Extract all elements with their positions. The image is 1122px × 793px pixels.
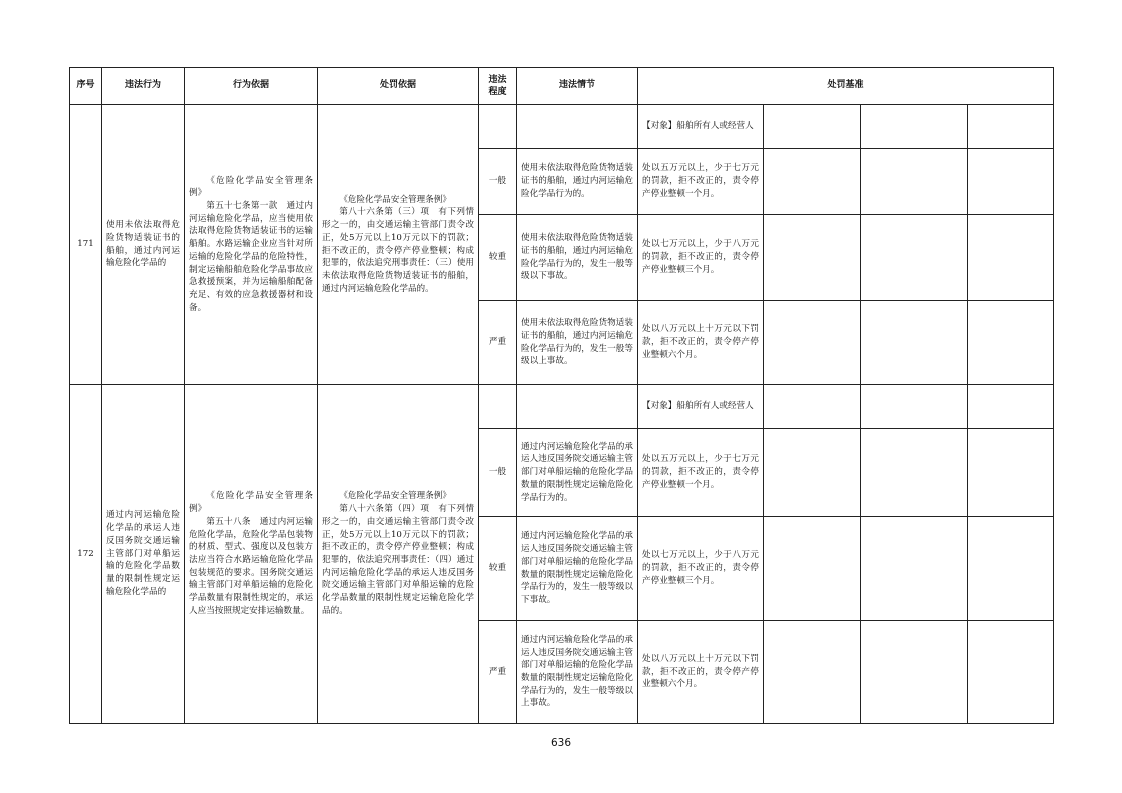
standard-text: 处以五万元以上，少于七万元的罚款，拒不改正的，责令停产停业整顿一个月。 <box>638 429 764 517</box>
empty-cell <box>861 301 968 385</box>
empty-cell <box>968 621 1054 724</box>
empty-cell <box>861 149 968 215</box>
table-row <box>70 105 1054 149</box>
penalty-title: 《危险化学品安全管理条例》 <box>339 491 451 502</box>
degree-label: 严重 <box>479 621 517 724</box>
header-act: 违法行为 <box>102 68 185 105</box>
empty-cell <box>861 429 968 517</box>
standard-text: 处以七万元以上，少于八万元的罚款，拒不改正的，责令停产停业整顿三个月。 <box>638 517 764 621</box>
circumstance-empty <box>517 105 638 149</box>
empty-cell <box>764 105 861 149</box>
degree-empty <box>479 105 517 149</box>
empty-cell <box>861 621 968 724</box>
empty-cell <box>764 429 861 517</box>
penalty-body: 第八十六条第（四）项 有下列情形之一的，由交通运输主管部门责令改正，处5万元以上10万元以下的罚款；拒不改正的，责令停产停业整顿；构成犯罪的，依法追究刑事责任：（四）通过内河运输危险化学品的承运人违反国务院交通运输主管部门对单船运输的危险化学品数量的限制性规定运输危险化学品的。 <box>322 504 474 616</box>
circumstance-text: 通过内河运输危险化学品的承运人违反国务院交通运输主管部门对单船运输的危险化学品数量的限制性规定运输危险化学品行为的。 <box>517 429 638 517</box>
degree-label: 较重 <box>479 215 517 301</box>
empty-cell <box>861 517 968 621</box>
empty-cell <box>764 215 861 301</box>
degree-label: 较重 <box>479 517 517 621</box>
empty-cell <box>764 621 861 724</box>
degree-label: 一般 <box>479 429 517 517</box>
penalty-title: 《危险化学品安全管理条例》 <box>339 194 451 205</box>
empty-cell <box>764 385 861 429</box>
empty-cell <box>968 105 1054 149</box>
violation-act: 通过内河运输危险化学品的承运人违反国务院交通运输主管部门对单船运输的危险化学品数量的限制性规定运输危险化学品的 <box>102 385 185 724</box>
degree-label: 一般 <box>479 149 517 215</box>
row-number: 171 <box>70 105 102 385</box>
header-no: 序号 <box>70 68 102 105</box>
penalty-basis <box>318 105 479 385</box>
basis-body: 第五十七条第一款 通过内河运输危险化学品，应当使用依法取得危险货物适装证书的运输船舶。水路运输企业应当针对所运输的危险化学品的危险特性，制定运输船舶危险化学品事故应急救援预案，并为运输船舶配备充足、有效的应急救援器材和设备。 <box>189 200 313 313</box>
penalty-object: 【对象】船舶所有人或经营人 <box>638 385 764 429</box>
empty-cell <box>764 517 861 621</box>
circumstance-text: 通过内河运输危险化学品的承运人违反国务院交通运输主管部门对单船运输的危险化学品数量的限制性规定运输危险化学品行为的，发生一般等级以上事故。 <box>517 621 638 724</box>
penalty-body: 第八十六条第（三）项 有下列情形之一的，由交通运输主管部门责令改正，处5万元以上10万元以下的罚款；拒不改正的，责令停产停业整顿；构成犯罪的，依法追究刑事责任：（三）使用未依法取得危险货物适装证书的船舶，通过内河运输危险化学品的。 <box>322 207 474 294</box>
penalty-object: 【对象】船舶所有人或经营人 <box>638 105 764 149</box>
empty-cell <box>968 301 1054 385</box>
empty-cell <box>968 385 1054 429</box>
row-number: 172 <box>70 385 102 724</box>
circumstance-text: 通过内河运输危险化学品的承运人违反国务院交通运输主管部门对单船运输的危险化学品数量的限制性规定运输危险化学品行为的，发生一般等级以下事故。 <box>517 517 638 621</box>
circumstance-text: 使用未依法取得危险货物适装证书的船舶，通过内河运输危险化学品行为的，发生一般等级以下事故。 <box>517 215 638 301</box>
legal-basis <box>185 385 318 724</box>
empty-cell <box>968 149 1054 215</box>
empty-cell <box>764 301 861 385</box>
page-number: 636 <box>550 737 572 749</box>
degree-empty <box>479 385 517 429</box>
table-row <box>70 385 1054 429</box>
empty-cell <box>968 429 1054 517</box>
header-degree: 违法 程度 <box>479 68 517 105</box>
header-circumstance: 违法情节 <box>517 68 638 105</box>
empty-cell <box>861 105 968 149</box>
penalty-standard-table <box>69 67 1054 724</box>
empty-cell <box>861 215 968 301</box>
legal-basis <box>185 105 318 385</box>
circumstance-empty <box>517 385 638 429</box>
basis-title: 《危险化学品安全管理条例》 <box>189 175 313 199</box>
empty-cell <box>861 385 968 429</box>
degree-label: 严重 <box>479 301 517 385</box>
standard-text: 处以五万元以上，少于七万元的罚款，拒不改正的，责令停产停业整顿一个月。 <box>638 149 764 215</box>
basis-body: 第五十八条 通过内河运输危险化学品，危险化学品包装物的材质、型式、强度以及包装方法应当符合水路运输危险化学品包装规范的要求。国务院交通运输主管部门对单船运输的危险化学品数量有限制性规定的，承运人应当按照规定安排运输数量。 <box>189 516 313 616</box>
standard-text: 处以七万元以上，少于八万元的罚款，拒不改正的，责令停产停业整顿三个月。 <box>638 215 764 301</box>
empty-cell <box>764 149 861 215</box>
circumstance-text: 使用未依法取得危险货物适装证书的船舶，通过内河运输危险化学品行为的，发生一般等级以上事故。 <box>517 301 638 385</box>
violation-act: 使用未依法取得危险货物适装证书的船舶，通过内河运输危险化学品的 <box>102 105 185 385</box>
circumstance-text: 使用未依法取得危险货物适装证书的船舶，通过内河运输危险化学品行为的。 <box>517 149 638 215</box>
header-standard: 处罚基准 <box>638 68 1054 105</box>
standard-text: 处以八万元以上十万元以下罚款，拒不改正的，责令停产停业整顿六个月。 <box>638 301 764 385</box>
empty-cell <box>968 215 1054 301</box>
header-basis: 行为依据 <box>185 68 318 105</box>
penalty-basis <box>318 385 479 724</box>
empty-cell <box>968 517 1054 621</box>
basis-title: 《危险化学品安全管理条例》 <box>189 491 313 515</box>
header-row <box>70 68 1054 105</box>
header-penalty-basis: 处罚依据 <box>318 68 479 105</box>
standard-text: 处以八万元以上十万元以下罚款，拒不改正的，责令停产停业整顿六个月。 <box>638 621 764 724</box>
